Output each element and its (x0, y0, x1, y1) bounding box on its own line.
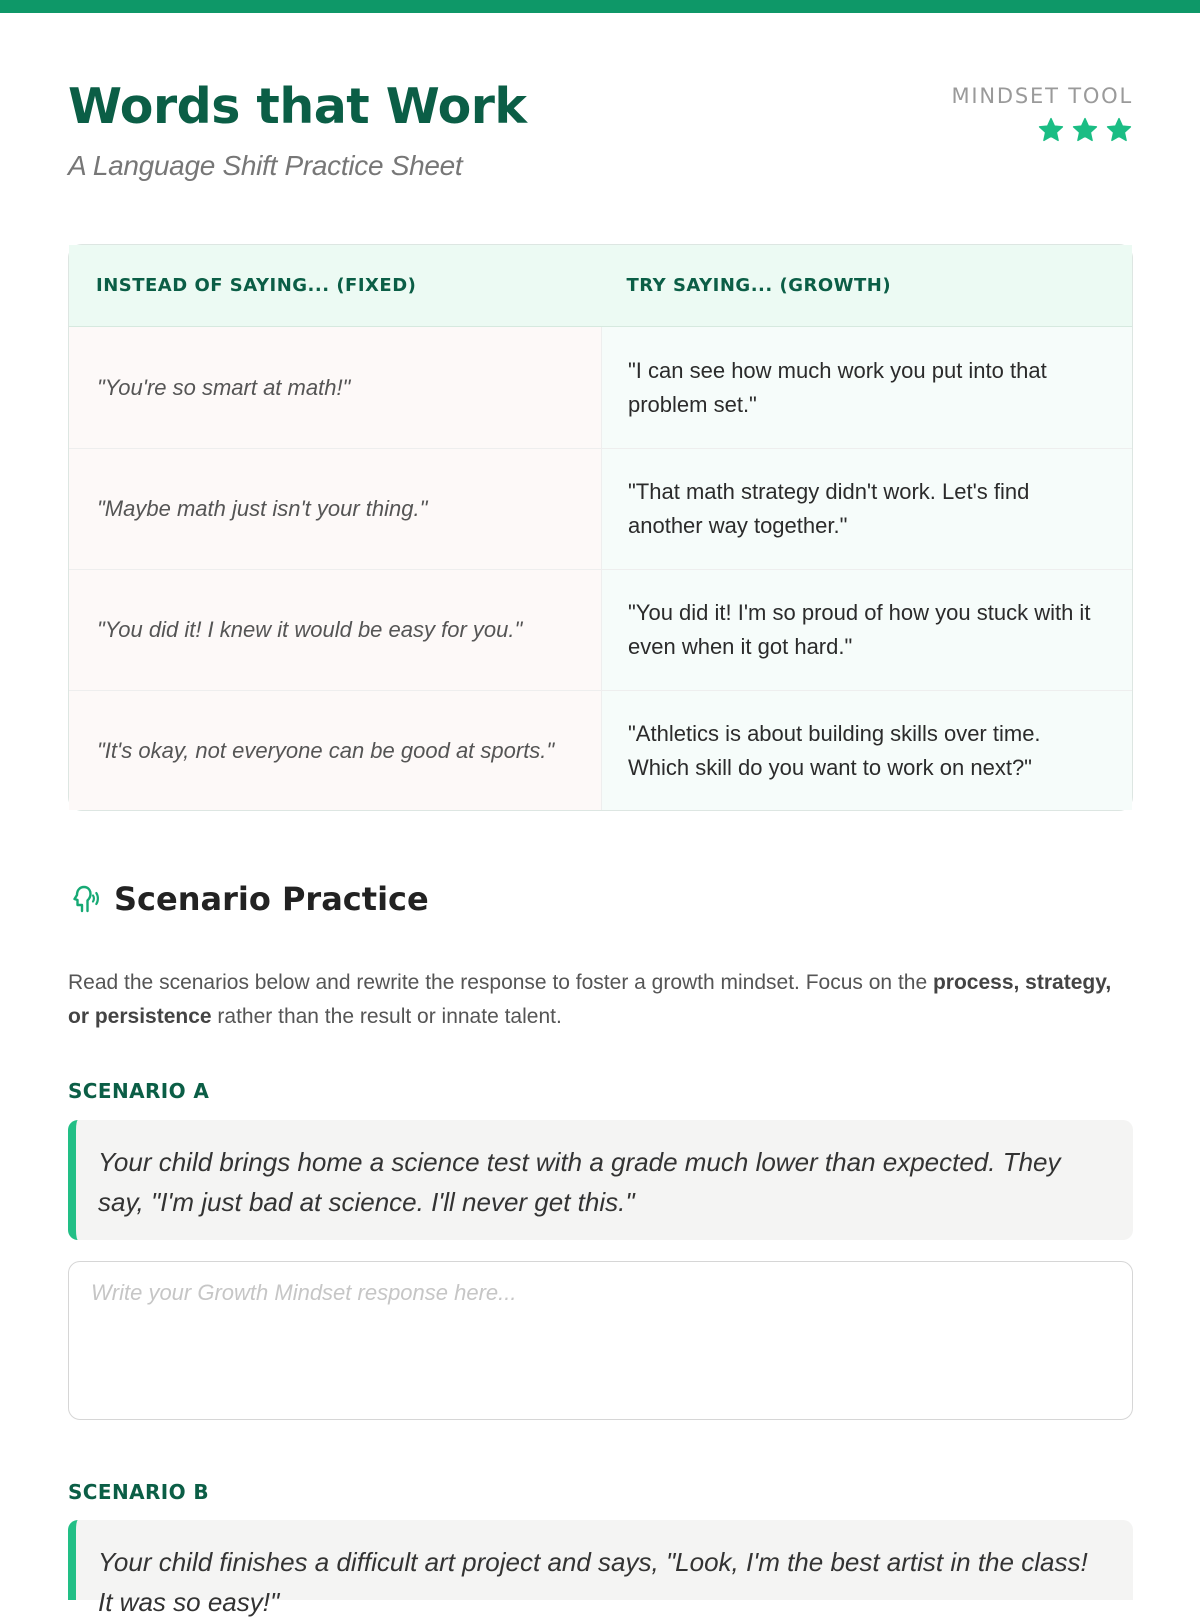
instructions-paragraph (68, 966, 1133, 1034)
fixed-phrase-cell: "You're so smart at math!" (69, 327, 602, 448)
language-shift-table (68, 244, 1133, 811)
column-header-growth: TRY SAYING... (GROWTH) (626, 275, 892, 296)
star-icon (1037, 116, 1065, 144)
table-row (69, 690, 1132, 810)
scenario-a-response-input[interactable] (68, 1261, 1133, 1420)
star-icon (1105, 116, 1133, 144)
instructions-text-end: rather than the result or innate talent. (211, 1005, 562, 1028)
page-subtitle: A Language Shift Practice Sheet (68, 150, 463, 181)
star-icon (1071, 116, 1099, 144)
star-rating (1037, 116, 1133, 144)
table-row (69, 448, 1132, 569)
table-header (69, 245, 1132, 327)
growth-phrase-cell: "That math strategy didn't work. Let's find another way together." (602, 449, 1132, 569)
worksheet-header (68, 0, 1133, 200)
growth-phrase-cell: "You did it! I'm so proud of how you stuck with it even when it got hard." (602, 570, 1132, 690)
tool-tag: MINDSET TOOL (951, 84, 1133, 108)
speaking-head-icon (68, 883, 100, 915)
growth-phrase-cell: "Athletics is about building skills over time. Which skill do you want to work on next?" (602, 691, 1132, 810)
worksheet-page (68, 0, 1133, 1617)
instructions-emphasis: process, strategy, or persistence (68, 971, 1112, 1028)
scenario-b-prompt: Your child finishes a difficult art project and says, "Look, I'm the best artist in the class! It was so easy!" (68, 1520, 1133, 1600)
scenario-b-label: SCENARIO B (68, 1480, 210, 1504)
column-header-fixed: INSTEAD OF SAYING... (FIXED) (96, 275, 417, 296)
section-title: Scenario Practice (114, 880, 429, 918)
scenario-section-heading (68, 880, 429, 918)
table-row (69, 569, 1132, 690)
fixed-phrase-cell: "You did it! I knew it would be easy for you." (69, 570, 602, 690)
fixed-phrase-cell: "Maybe math just isn't your thing." (69, 449, 602, 569)
table-row (69, 327, 1132, 448)
page-title: Words that Work (68, 78, 527, 135)
instructions-text-start: Read the scenarios below and rewrite the response to foster a growth mindset. Focus on the (68, 971, 933, 994)
scenario-a-label: SCENARIO A (68, 1079, 210, 1103)
scenario-a-prompt: Your child brings home a science test with a grade much lower than expected. They say, "I'm just bad at science. I'll never get this." (68, 1120, 1133, 1240)
growth-phrase-cell: "I can see how much work you put into that problem set." (602, 327, 1132, 448)
fixed-phrase-cell: "It's okay, not everyone can be good at sports." (69, 691, 602, 810)
